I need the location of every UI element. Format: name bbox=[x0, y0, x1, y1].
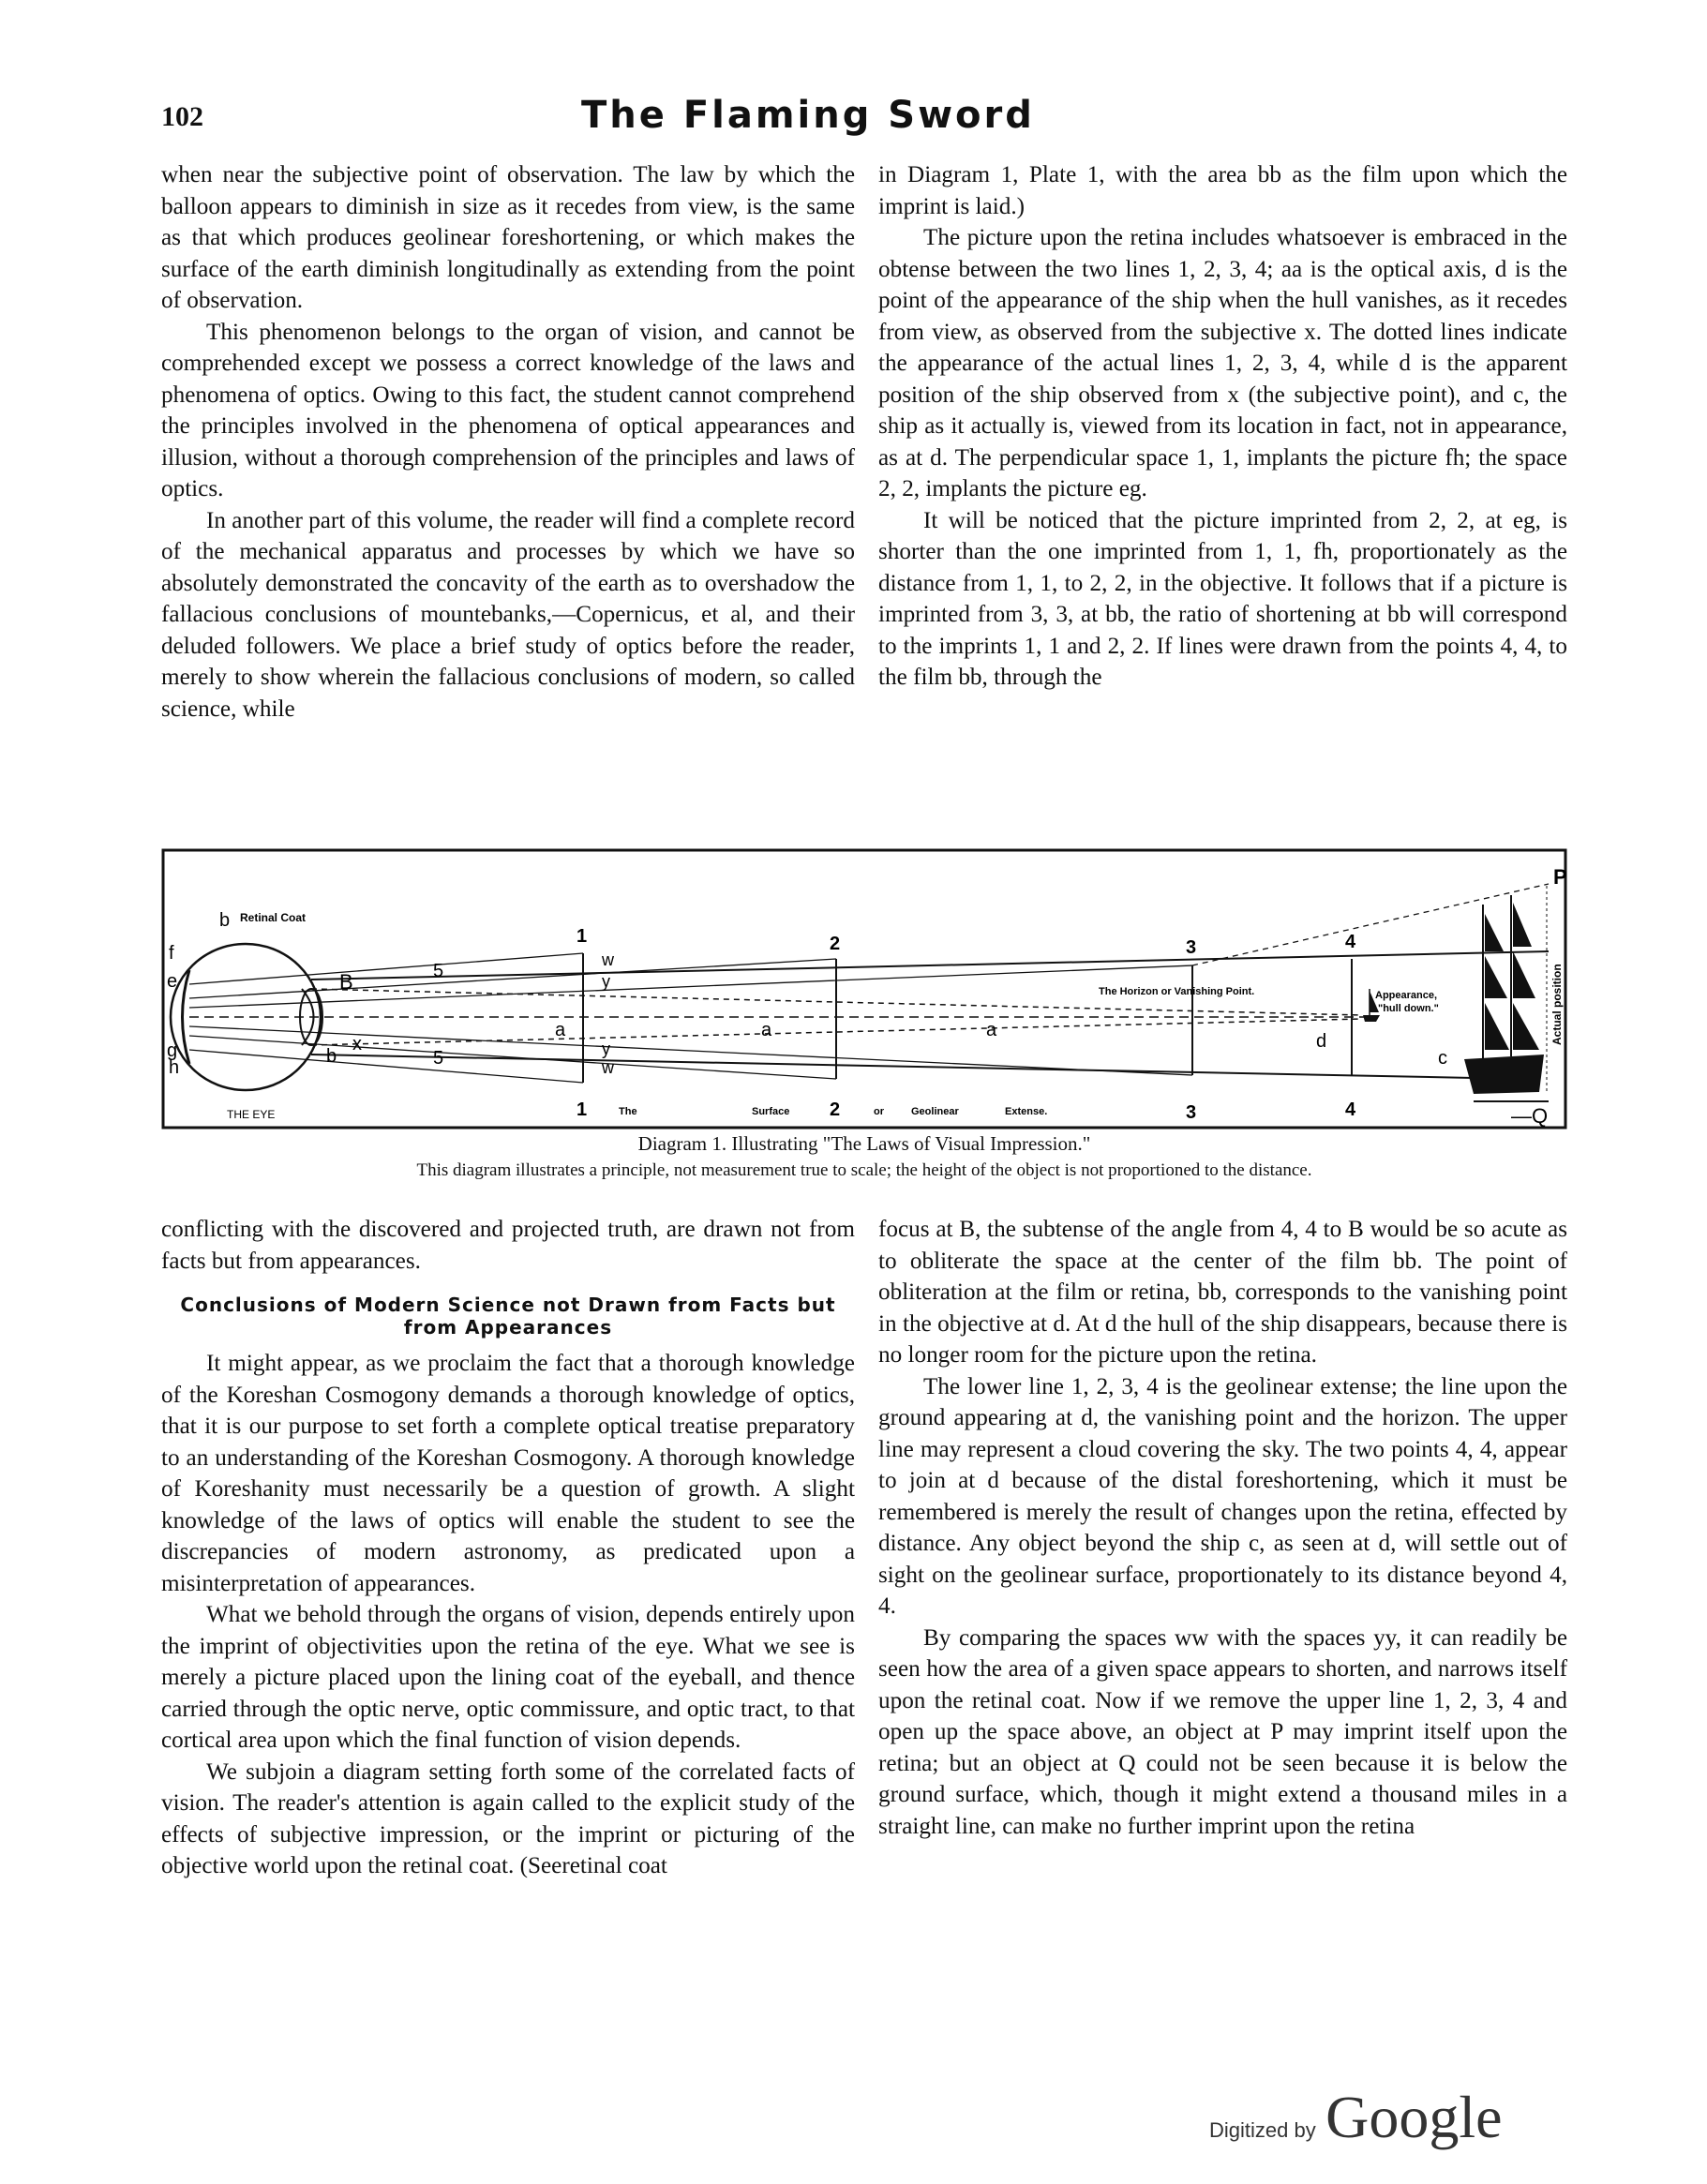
label-Q: —Q bbox=[1511, 1104, 1549, 1128]
label-f: f bbox=[169, 943, 174, 964]
label-h: h bbox=[169, 1057, 180, 1078]
label-c: c bbox=[1438, 1048, 1447, 1069]
paragraph: in Diagram 1, Plate 1, with the area bb as the film upon which the imprint is laid.) bbox=[878, 162, 1567, 219]
digitized-watermark bbox=[1209, 2083, 1503, 2152]
left-column-top bbox=[161, 159, 855, 725]
label-y-bottom: y bbox=[602, 1040, 610, 1058]
label-1-top: 1 bbox=[576, 926, 588, 947]
diagram-caption bbox=[161, 1129, 1567, 1184]
label-appearance: Appearance, bbox=[1375, 990, 1438, 1001]
section-heading: Conclusions of Modern Science not Drawn from Facts but from Appearances bbox=[180, 1294, 836, 1339]
ray bbox=[189, 1050, 583, 1083]
label-a-1: a bbox=[555, 1020, 566, 1040]
label-retinal-coat: Retinal Coat bbox=[240, 911, 307, 924]
label-e: e bbox=[167, 971, 178, 992]
paragraph: conflicting with the discovered and projected truth, are drawn not from facts but from appearances. bbox=[161, 1217, 855, 1274]
right-column-top bbox=[878, 159, 1567, 694]
ray bbox=[189, 959, 836, 998]
ray bbox=[189, 953, 583, 984]
paragraph: when near the subjective point of observation. The law by which the balloon appears to diminish in size as it recedes from view, is the same as that which produces geolinear foreshortening, or which makes the surface of the earth diminish longitudinally as extending from the point of observation. bbox=[161, 162, 855, 313]
caption-note: This diagram illustrates a principle, not measurement true to scale; the height of the object is not proportioned to the distance. bbox=[416, 1160, 1312, 1180]
label-4-bottom: 4 bbox=[1345, 1099, 1356, 1120]
right-column-bottom bbox=[878, 1214, 1567, 1842]
page-number: 102 bbox=[161, 101, 203, 132]
paragraph: The picture upon the retina includes whatsoever is embraced in the obtense between the two lines 1, 2, 3, 4; aa is the optical axis, d is the point of the appearance of the ship when the hull vanishes, as it recedes from view, as observed from the subjective x. The dotted lines indicate the appearance of the actual lines 1, 2, 3, 4, while d is the apparent position of the ship observed from x (the subjective point), and c, the ship as it actually is, viewed from its location in fact, not in appearance, as at d. The perpendicular space 1, 1, implants the picture fh; the space 2, 2, implants the picture eg. bbox=[878, 225, 1567, 501]
digitized-by-label: Digitized by bbox=[1209, 2118, 1316, 2142]
label-g: g bbox=[167, 1040, 178, 1061]
label-bottom-d: Geolinear bbox=[911, 1106, 959, 1117]
paragraph: The lower line 1, 2, 3, 4 is the geolinear extense; the line upon the ground appearing at d, the vanishing point and the horizon. The upper line may represent a cloud covering the sky. The two points 4, 4, appear to join at d because of the distal foreshortening, which it must be remembered is merely the result of changes upon the retina, effected by distance. Any object beyond the ship c, as seen at d, will settle out of sight on the geolinear surface, proportionately to its distance beyond 4, 4. bbox=[878, 1373, 1567, 1619]
paragraph: By comparing the spaces ww with the spaces yy, it can readily be seen how the area of a given space appears to shorten, and narrows itself upon the retinal coat. Now if we remove the upper line 1, 2, 3, 4 and open up the space above, an object at P may imprint itself upon the retina; but an object at Q could not be seen because it is below the ground surface, which, though it might extend a thousand miles in a straight line, can make no further imprint upon the retina bbox=[878, 1624, 1567, 1839]
label-bottom-c: or bbox=[874, 1106, 884, 1117]
label-b-top: b bbox=[219, 910, 231, 931]
google-logo: Google bbox=[1325, 2084, 1503, 2150]
label-x: x bbox=[352, 1034, 362, 1055]
label-horizon: The Horizon or Vanishing Point. bbox=[1099, 986, 1255, 997]
optics-diagram bbox=[161, 848, 1567, 1129]
label-hull-down: "hull down." bbox=[1378, 1003, 1439, 1014]
label-5-top: 5 bbox=[433, 961, 444, 981]
paragraph: It might appear, as we proclaim the fact that a thorough knowledge of the Koreshan Cosmogony demands a thorough knowledge of optics, that it is our purpose to set forth a complete optical treatise preparatory to an understanding of the Koreshan Cosmogony. A thorough knowledge of Koreshanity must necessarily be a question of growth. A slight knowledge of the laws of optics will enable the student to see the discrepancies of modern astronomy, as predicated upon a misinterpretation of appearances. bbox=[161, 1351, 855, 1596]
paragraph: What we behold through the organs of vision, depends entirely upon the imprint of objectivities upon the retina of the eye. What we see is merely a picture placed upon the lining coat of the eyeball, and thence carried through the optic nerve, optic commissure, and optic tract, to that cortical area upon which the final function of vision depends. bbox=[161, 1602, 855, 1753]
paragraph: focus at B, the subtense of the angle from 4, 4 to B would be so acute as to obliterate the space at the center of the film bb. The point of obliteration at the film or retina, bb, corresponds to the vanishing point in the objective at d. At d the hull of the ship disappears, because there is no longer room for the picture upon the retina. bbox=[878, 1217, 1567, 1368]
label-bottom-b: Surface bbox=[752, 1106, 790, 1117]
left-column-bottom bbox=[161, 1214, 855, 1882]
label-3-bottom: 3 bbox=[1186, 1102, 1197, 1123]
ship-actual-icon bbox=[1464, 886, 1547, 1094]
label-the-eye: THE EYE bbox=[227, 1108, 276, 1121]
diagram-frame bbox=[163, 850, 1565, 1128]
label-2-bottom: 2 bbox=[830, 1099, 841, 1120]
label-bottom-a: The bbox=[619, 1106, 637, 1117]
label-3-top: 3 bbox=[1186, 937, 1197, 958]
ray bbox=[189, 1026, 1192, 1075]
label-B: B bbox=[339, 970, 353, 994]
label-bottom-e: Extense. bbox=[1005, 1106, 1048, 1117]
caption-title: Diagram 1. Illustrating "The Laws of Visual Impression." bbox=[637, 1132, 1091, 1155]
label-d: d bbox=[1316, 1031, 1327, 1052]
running-title: The Flaming Sword bbox=[581, 94, 1035, 137]
label-y-top: y bbox=[602, 972, 610, 991]
label-P: P bbox=[1553, 865, 1567, 889]
diagram-svg bbox=[161, 848, 1567, 1129]
label-5-bottom: 5 bbox=[433, 1048, 444, 1069]
label-2-top: 2 bbox=[830, 934, 841, 954]
paragraph: In another part of this volume, the reader will find a complete record of the mechanical apparatus and processes by which we have so absolutely demonstrated the concavity of the earth as to overshadow the fallacious conclusions of mountebanks,—Copernicus, et al, and their deluded followers. We place a brief study of optics before the reader, merely to show wherein the fallacious conclusions of modern, so called science, while bbox=[161, 507, 855, 722]
retina-film bbox=[183, 970, 190, 1064]
paragraph: It will be noticed that the picture imprinted from 2, 2, at eg, is shorter than the one imprinted from 1, 1, fh, proportionately as the distance from 1, 1, to 2, 2, in the objective. It follows that if a picture is imprinted from 3, 3, at bb, the ratio of shortening at bb will correspond to the imprints 1, 1 and 2, 2. If lines were drawn from the points 4, 4, to the film bb, through the bbox=[878, 507, 1567, 690]
paragraph: We subjoin a diagram setting forth some of the correlated facts of vision. The reader's attention is again called to the explicit study of the effects of subjective impression, or the imprint or picturing of the objective world upon the retinal coat. (Seeretinal coat bbox=[161, 1758, 855, 1878]
upper-line bbox=[311, 951, 1549, 980]
label-actual-position: Actual position bbox=[1550, 964, 1564, 1045]
label-b-bottom: b bbox=[326, 1046, 337, 1067]
label-4-top: 4 bbox=[1345, 932, 1356, 952]
label-1-bottom: 1 bbox=[576, 1099, 588, 1120]
paragraph: This phenomenon belongs to the organ of vision, and cannot be comprehended except we possess a correct knowledge of the laws and phenomena of optics. Owing to this fact, the student cannot comprehend the principles involved in the phenomena of optical appearances and illusion, without a thorough comprehension of the principles and laws of optics. bbox=[161, 319, 855, 501]
label-a-3: a bbox=[986, 1020, 997, 1040]
label-a-2: a bbox=[761, 1020, 772, 1040]
label-w-bottom: w bbox=[602, 1058, 614, 1077]
label-w-top: w bbox=[602, 950, 614, 969]
